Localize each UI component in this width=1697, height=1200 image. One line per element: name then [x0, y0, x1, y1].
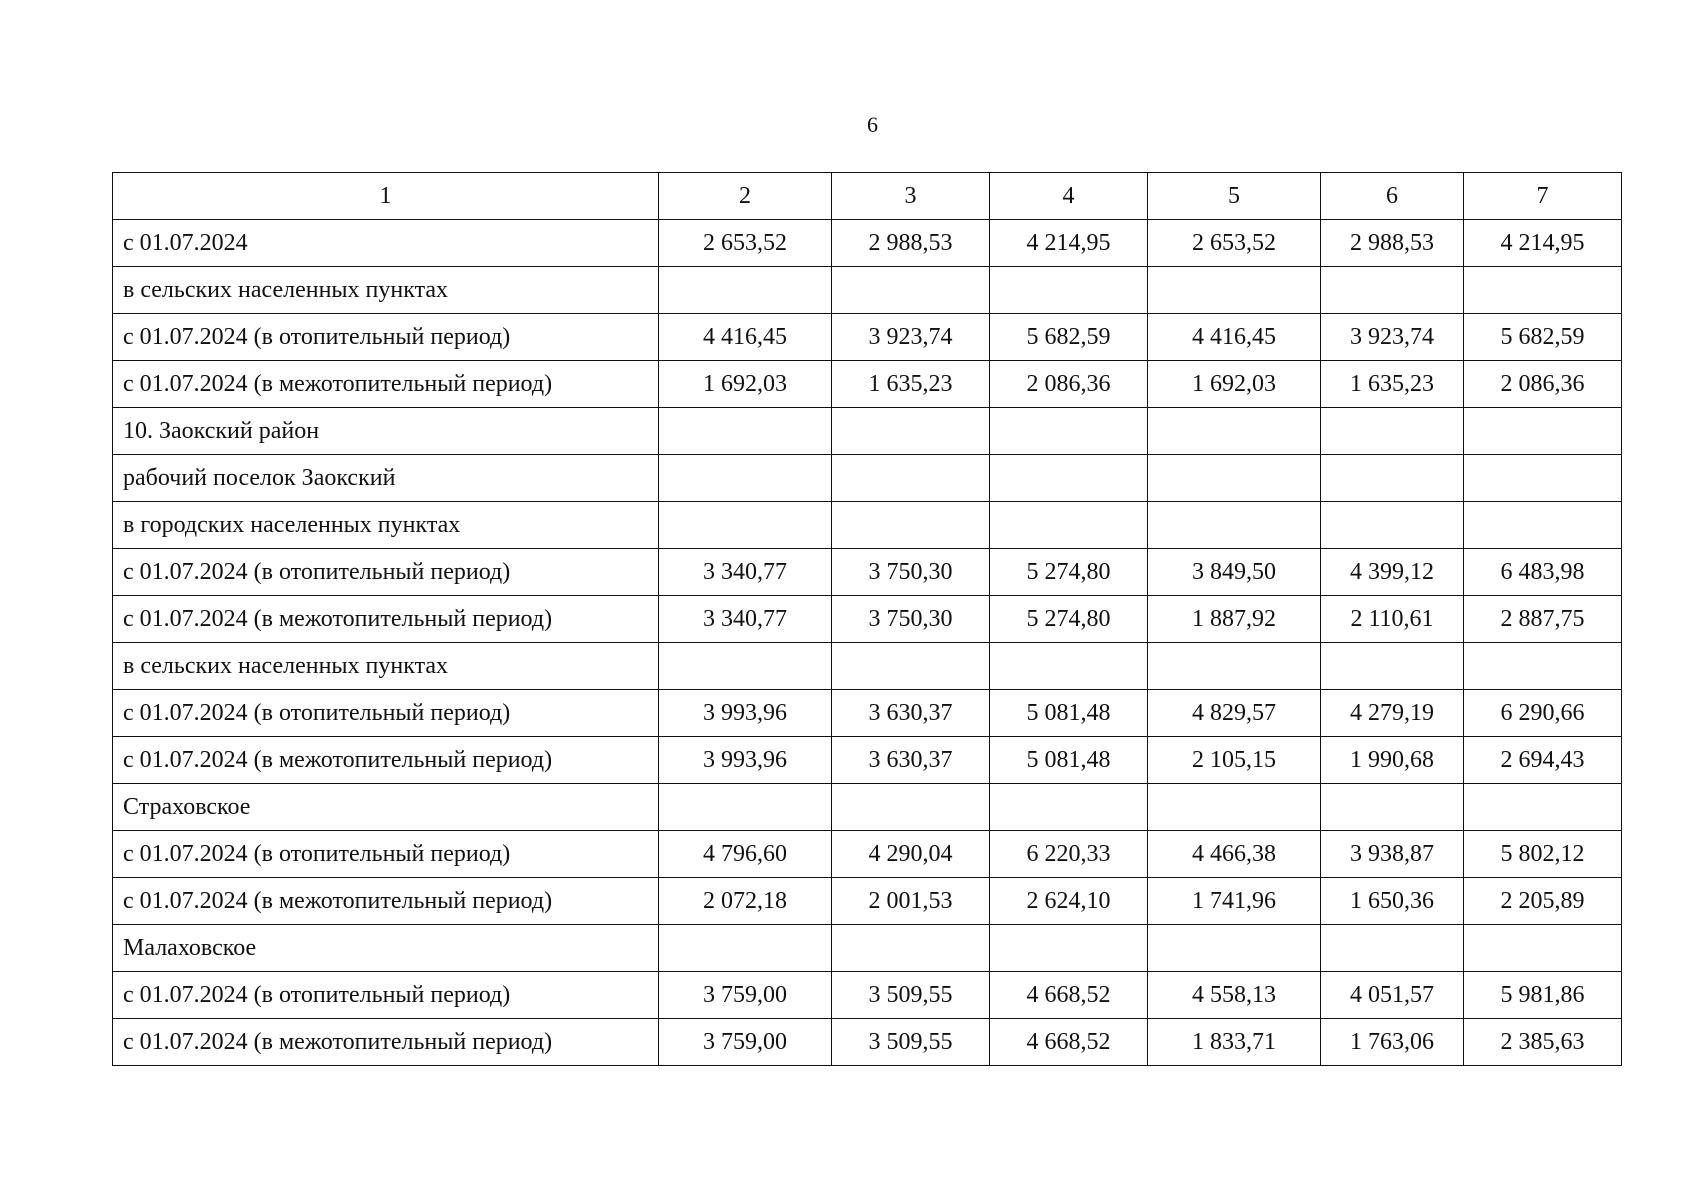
value-cell — [990, 267, 1148, 314]
table-row — [113, 737, 1622, 784]
value-cell — [1464, 643, 1622, 690]
row-label-cell: с 01.07.2024 (в отопительный период) — [113, 690, 659, 737]
value-cell — [1464, 784, 1622, 831]
row-label-cell: с 01.07.2024 (в межотопительный период) — [113, 361, 659, 408]
value-cell — [1464, 408, 1622, 455]
value-cell: 2 653,52 — [659, 220, 832, 267]
table-row — [113, 643, 1622, 690]
value-cell: 2 205,89 — [1464, 878, 1622, 925]
value-cell — [1464, 502, 1622, 549]
value-cell: 1 887,92 — [1148, 596, 1321, 643]
value-cell — [1148, 408, 1321, 455]
table-row — [113, 1019, 1622, 1066]
table-row — [113, 878, 1622, 925]
table-row — [113, 502, 1622, 549]
value-cell: 2 988,53 — [832, 220, 990, 267]
value-cell: 5 081,48 — [990, 737, 1148, 784]
table-row — [113, 925, 1622, 972]
value-cell: 3 340,77 — [659, 549, 832, 596]
value-cell — [659, 455, 832, 502]
column-number-cell: 5 — [1148, 173, 1321, 220]
value-cell — [990, 502, 1148, 549]
table-row — [113, 314, 1622, 361]
value-cell: 2 001,53 — [832, 878, 990, 925]
row-label-cell: в сельских населенных пунктах — [113, 267, 659, 314]
value-cell: 5 802,12 — [1464, 831, 1622, 878]
value-cell: 3 630,37 — [832, 737, 990, 784]
value-cell: 3 849,50 — [1148, 549, 1321, 596]
value-cell: 1 692,03 — [659, 361, 832, 408]
value-cell: 2 072,18 — [659, 878, 832, 925]
column-number-cell: 1 — [113, 173, 659, 220]
table-row — [113, 361, 1622, 408]
value-cell: 6 483,98 — [1464, 549, 1622, 596]
value-cell: 2 653,52 — [1148, 220, 1321, 267]
table-row — [113, 972, 1622, 1019]
value-cell: 4 214,95 — [990, 220, 1148, 267]
value-cell: 4 466,38 — [1148, 831, 1321, 878]
value-cell: 3 993,96 — [659, 690, 832, 737]
value-cell: 4 796,60 — [659, 831, 832, 878]
value-cell — [990, 455, 1148, 502]
row-label-cell: рабочий поселок Заокский — [113, 455, 659, 502]
value-cell: 2 086,36 — [990, 361, 1148, 408]
value-cell: 2 385,63 — [1464, 1019, 1622, 1066]
row-label-cell: с 01.07.2024 (в отопительный период) — [113, 972, 659, 1019]
value-cell: 6 290,66 — [1464, 690, 1622, 737]
value-cell: 4 668,52 — [990, 1019, 1148, 1066]
value-cell: 3 993,96 — [659, 737, 832, 784]
value-cell — [1321, 502, 1464, 549]
value-cell — [1148, 784, 1321, 831]
tariff-table — [112, 172, 1622, 1066]
column-number-cell: 7 — [1464, 173, 1622, 220]
value-cell — [1321, 925, 1464, 972]
value-cell: 4 416,45 — [1148, 314, 1321, 361]
row-label-cell: 10. Заокский район — [113, 408, 659, 455]
value-cell: 5 274,80 — [990, 596, 1148, 643]
table-header-row — [113, 173, 1622, 220]
value-cell: 5 682,59 — [1464, 314, 1622, 361]
value-cell: 1 763,06 — [1321, 1019, 1464, 1066]
value-cell: 3 750,30 — [832, 596, 990, 643]
value-cell — [659, 267, 832, 314]
value-cell: 1 741,96 — [1148, 878, 1321, 925]
value-cell: 3 750,30 — [832, 549, 990, 596]
value-cell — [1148, 502, 1321, 549]
value-cell — [659, 502, 832, 549]
value-cell: 1 990,68 — [1321, 737, 1464, 784]
value-cell — [1148, 267, 1321, 314]
table-row — [113, 784, 1622, 831]
value-cell — [832, 408, 990, 455]
value-cell: 1 635,23 — [832, 361, 990, 408]
value-cell — [1321, 784, 1464, 831]
value-cell: 3 923,74 — [832, 314, 990, 361]
value-cell: 3 630,37 — [832, 690, 990, 737]
value-cell: 4 214,95 — [1464, 220, 1622, 267]
value-cell — [832, 267, 990, 314]
value-cell — [832, 925, 990, 972]
value-cell — [1321, 408, 1464, 455]
value-cell — [1321, 267, 1464, 314]
value-cell: 4 558,13 — [1148, 972, 1321, 1019]
value-cell — [832, 502, 990, 549]
value-cell — [990, 408, 1148, 455]
value-cell — [1148, 925, 1321, 972]
value-cell: 4 416,45 — [659, 314, 832, 361]
value-cell: 2 086,36 — [1464, 361, 1622, 408]
row-label-cell: с 01.07.2024 (в межотопительный период) — [113, 1019, 659, 1066]
value-cell: 3 759,00 — [659, 972, 832, 1019]
value-cell: 4 668,52 — [990, 972, 1148, 1019]
value-cell: 2 110,61 — [1321, 596, 1464, 643]
table-row — [113, 220, 1622, 267]
value-cell — [1464, 267, 1622, 314]
table-row — [113, 549, 1622, 596]
table-row — [113, 690, 1622, 737]
row-label-cell: Страховское — [113, 784, 659, 831]
value-cell — [1148, 455, 1321, 502]
value-cell: 3 340,77 — [659, 596, 832, 643]
value-cell: 4 279,19 — [1321, 690, 1464, 737]
value-cell: 5 981,86 — [1464, 972, 1622, 1019]
value-cell: 2 105,15 — [1148, 737, 1321, 784]
value-cell: 5 682,59 — [990, 314, 1148, 361]
value-cell: 5 274,80 — [990, 549, 1148, 596]
value-cell: 3 509,55 — [832, 1019, 990, 1066]
row-label-cell: с 01.07.2024 (в отопительный период) — [113, 831, 659, 878]
value-cell: 2 624,10 — [990, 878, 1148, 925]
value-cell: 3 509,55 — [832, 972, 990, 1019]
value-cell: 3 759,00 — [659, 1019, 832, 1066]
value-cell: 1 635,23 — [1321, 361, 1464, 408]
value-cell — [1321, 643, 1464, 690]
value-cell: 4 829,57 — [1148, 690, 1321, 737]
column-number-cell: 3 — [832, 173, 990, 220]
value-cell — [1148, 643, 1321, 690]
table-row — [113, 596, 1622, 643]
column-number-cell: 6 — [1321, 173, 1464, 220]
value-cell — [659, 784, 832, 831]
row-label-cell: с 01.07.2024 (в отопительный период) — [113, 549, 659, 596]
row-label-cell: с 01.07.2024 (в межотопительный период) — [113, 737, 659, 784]
value-cell: 4 290,04 — [832, 831, 990, 878]
row-label-cell: Малаховское — [113, 925, 659, 972]
page-number: 6 — [867, 112, 878, 137]
value-cell: 3 923,74 — [1321, 314, 1464, 361]
value-cell — [832, 643, 990, 690]
value-cell: 1 650,36 — [1321, 878, 1464, 925]
value-cell — [1464, 925, 1622, 972]
table-body — [113, 173, 1622, 1066]
value-cell — [832, 455, 990, 502]
value-cell — [990, 784, 1148, 831]
value-cell: 2 887,75 — [1464, 596, 1622, 643]
value-cell — [990, 925, 1148, 972]
row-label-cell: с 01.07.2024 (в межотопительный период) — [113, 596, 659, 643]
table-row — [113, 831, 1622, 878]
table-row — [113, 267, 1622, 314]
column-number-cell: 2 — [659, 173, 832, 220]
row-label-cell: в городских населенных пунктах — [113, 502, 659, 549]
value-cell — [659, 643, 832, 690]
value-cell: 1 833,71 — [1148, 1019, 1321, 1066]
value-cell: 1 692,03 — [1148, 361, 1321, 408]
value-cell: 6 220,33 — [990, 831, 1148, 878]
value-cell: 3 938,87 — [1321, 831, 1464, 878]
table-row — [113, 455, 1622, 502]
value-cell: 4 399,12 — [1321, 549, 1464, 596]
row-label-cell: в сельских населенных пунктах — [113, 643, 659, 690]
column-number-cell: 4 — [990, 173, 1148, 220]
row-label-cell: с 01.07.2024 (в отопительный период) — [113, 314, 659, 361]
value-cell — [659, 408, 832, 455]
table-row — [113, 408, 1622, 455]
value-cell — [659, 925, 832, 972]
value-cell — [832, 784, 990, 831]
value-cell — [990, 643, 1148, 690]
row-label-cell: с 01.07.2024 — [113, 220, 659, 267]
value-cell — [1464, 455, 1622, 502]
value-cell: 5 081,48 — [990, 690, 1148, 737]
value-cell: 2 988,53 — [1321, 220, 1464, 267]
value-cell: 4 051,57 — [1321, 972, 1464, 1019]
value-cell — [1321, 455, 1464, 502]
value-cell: 2 694,43 — [1464, 737, 1622, 784]
row-label-cell: с 01.07.2024 (в межотопительный период) — [113, 878, 659, 925]
